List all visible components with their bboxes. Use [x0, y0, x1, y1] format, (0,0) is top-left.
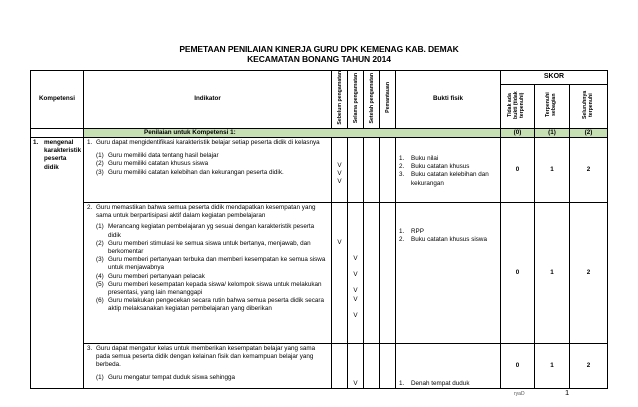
table-row	[31, 138, 608, 203]
list-item: (5) Guru memberi kesempatan kepada siswa/ kelompok siswa untuk melakukan presentasi, yang lain menanggapi	[96, 280, 322, 297]
list-item: (2) Guru memiliki catatan khusus siswa	[96, 160, 209, 168]
assessment-table	[30, 70, 608, 389]
list-item: 1. Denah tempat duduk	[399, 380, 470, 388]
kompetensi-cell: 1. mengenal karakteristik peserta didik	[31, 138, 84, 389]
footer-mark: ryaD	[514, 391, 525, 397]
bukti-cell	[396, 203, 501, 344]
header-skor-0: Tidak ada bukti (tidak terpenuhi)	[501, 85, 535, 129]
list-item: (1) Merancang kegiatan pembelajaran yg sesuai dengan karakteristik peserta didik	[96, 223, 315, 239]
list-item: (3) Guru memberi pertanyaan terbuka dan memberi kesempatan ke semua siswa untuk menjawabnya	[96, 256, 326, 272]
list-item: 3. Buku catatan kelebihan dan kekurangan	[399, 171, 489, 187]
score-1: 1	[535, 344, 570, 389]
sebelum-marks: V	[332, 203, 348, 344]
score-2: 2	[570, 344, 608, 389]
header-indikator: Indikator	[84, 71, 332, 129]
score-0: 0	[501, 344, 535, 389]
section-score-2: (2)	[570, 128, 608, 137]
header-skor-1: Terpenuhi sebagian	[535, 85, 570, 129]
list-item: 2. Buku catatan khusus	[399, 163, 470, 171]
list-item: 2. Buku catatan khusus siswa	[399, 236, 487, 244]
header-setelah: Setelah pengamatan	[364, 71, 380, 129]
bukti-cell	[396, 344, 501, 389]
table-row	[31, 203, 608, 344]
list-item: (1) Guru mengatur tempat duduk siswa sehingga	[96, 373, 236, 381]
section-label: Penilaian untuk Kompetensi 1:	[84, 128, 501, 137]
header-sebelum: Sebelum pengamatan	[332, 71, 348, 129]
score-0: 0	[501, 203, 535, 344]
score-1: 1	[535, 138, 570, 203]
indikator-cell: 1. Guru dapat mengidentifikasi karakteristik belajar setiap peserta didik di kelasnya (1) Guru memiliki data tentang hasil belajar (2) Guru memiliki catatan khusus siswa (3) Guru memiliki catatan kelebihan dan kekurangan peserta didik.	[84, 138, 332, 203]
table-row	[31, 344, 608, 389]
header-bukti-fisik: Bukti fisik	[396, 71, 501, 129]
selama-marks: V V V V V	[348, 203, 364, 344]
score-2: 2	[570, 203, 608, 344]
score-1: 1	[535, 203, 570, 344]
score-2: 2	[570, 138, 608, 203]
bukti-cell	[396, 138, 501, 203]
section-score-0: (0)	[501, 128, 535, 137]
document-title: PEMETAAN PENILAIAN KINERJA GURU DPK KEMENAG KAB. DEMAK	[179, 44, 459, 54]
list-item: (1) Guru memiliki data tentang hasil belajar	[96, 152, 219, 160]
indikator-cell: 2. Guru memastikan bahwa semua peserta didik mendapatkan kesempatan yang sama untuk berpartisipasi aktif dalam kegiatan pembelajaran (1) Merancang kegiatan pembelajaran yg sesuai dengan karakteristik peserta didik (2) Guru memberi stimulasi ke semua siswa untuk bertanya, menjawab, dan berkomentar (3) Guru memberi pertanyaan terbuka dan memberi kesempatan ke semua siswa untuk menjawabnya (4) Guru memberi pertanyaan pelacak (5) Guru memberi kesempatan kepada siswa/ kelompok siswa untuk melakukan presentasi, yang lain menanggapi (6) Guru melakukan pengecekan secara rutin bahwa semua peserta didik secara aktip melaksanakan kegiatan pembelajaran yang diberikan	[84, 203, 332, 344]
page-number: 1	[565, 388, 570, 397]
list-item: 1. Buku nilai	[399, 155, 439, 163]
sebelum-marks: V V V	[332, 138, 348, 203]
list-item: 1. RPP	[399, 228, 424, 236]
selama-marks: V	[348, 344, 364, 389]
header-skor: SKOR	[501, 71, 608, 85]
header-skor-2: Seluruhnya terpenuhi	[570, 85, 608, 129]
indikator-cell: 3. Guru dapat mengatur kelas untuk memberikan kesempatan belajar yang sama pada semua peserta didik dengan kelainan fisik dan kemampuan belajar yang berbeda. (1) Guru mengatur tempat duduk siswa sehingga	[84, 344, 332, 389]
list-item: (3) Guru memiliki catatan kelebihan dan kekurangan peserta didik.	[96, 168, 284, 176]
list-item: (4) Guru memberi pertanyaan pelacak	[96, 272, 205, 280]
section-score-1: (1)	[535, 128, 570, 137]
header-pemantauan: Pemantauan	[380, 71, 396, 129]
header-kompetensi: Kompetensi	[31, 71, 84, 129]
list-item: (2) Guru memberi stimulasi ke semua siswa untuk bertanya, menjawab, dan berkomentar	[96, 239, 311, 256]
score-0: 0	[501, 138, 535, 203]
list-item: (6) Guru melakukan pengecekan secara rutin bahwa semua peserta didik secara aktip melaksanakan kegiatan pembelajaran yang diberikan	[96, 297, 324, 313]
document-subtitle: KECAMATAN BONANG TAHUN 2014	[247, 54, 391, 64]
header-selama: Selama pengamatan	[348, 71, 364, 129]
